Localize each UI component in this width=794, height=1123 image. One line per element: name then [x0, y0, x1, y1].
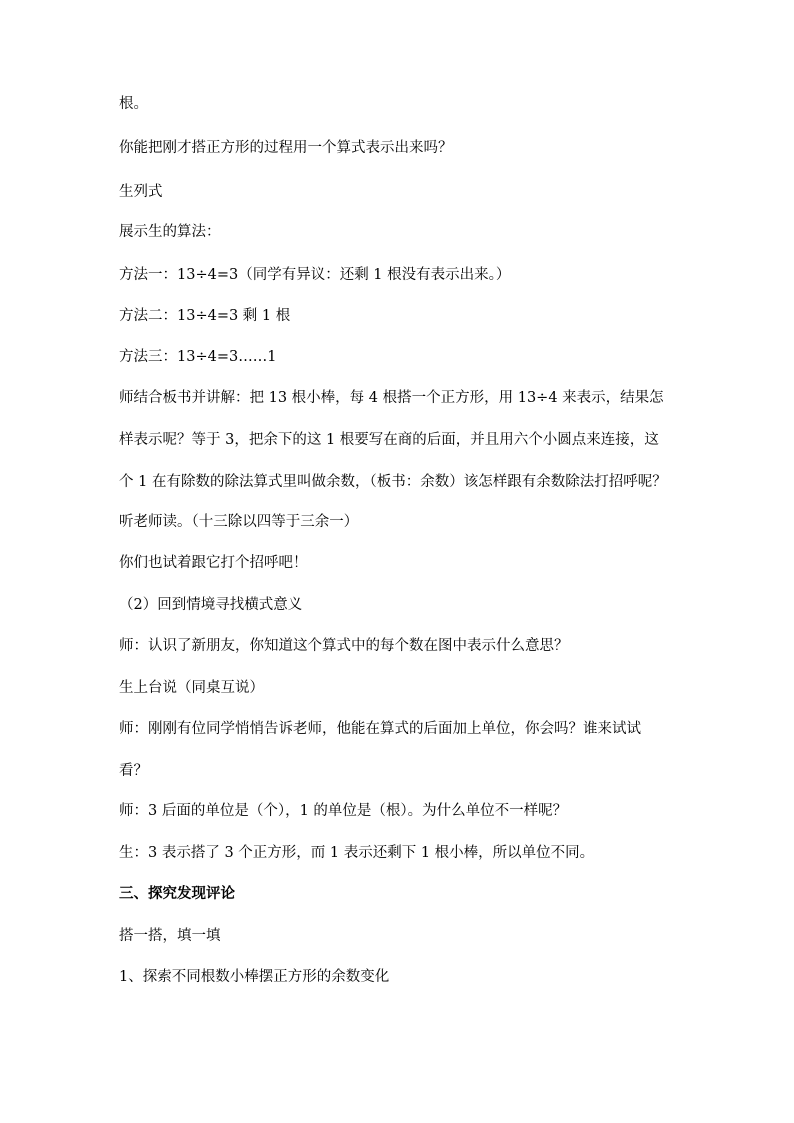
text-line-5: 方法一：13÷4=3（同学有异议：还剩 1 根没有表示出来。）: [119, 267, 511, 283]
text-line-15: 生上台说（同桌互说）: [119, 680, 264, 696]
text-line-18: 师：3 后面的单位是（个），1 的单位是（根）。为什么单位不一样呢？: [119, 803, 568, 819]
text-line-16: 师：刚刚有位同学悄悄告诉老师，他能在算式的后面加上单位，你会吗？谁来试试: [119, 721, 641, 737]
text-line-22: 1、探索不同根数小棒摆正方形的余数变化: [119, 969, 390, 985]
text-line-13: （2）回到情境寻找横式意义: [119, 597, 303, 613]
section-heading: 三、探究发现评论: [119, 886, 235, 902]
text-line-19: 生：3 表示搭了 3 个正方形，而 1 表示还剩下 1 根小棒，所以单位不同。: [119, 845, 595, 861]
text-line-4: 展示生的算法：: [119, 224, 221, 240]
text-line-9: 样表示呢？等于 3，把余下的这 1 根要写在商的后面，并且用六个小圆点来连接，这: [119, 432, 659, 448]
text-line-7: 方法三：13÷4=3……1: [119, 349, 277, 365]
text-line-17: 看？: [119, 763, 148, 779]
text-line-10: 个 1 在有除数的除法算式里叫做余数，（板书：余数）该怎样跟有余数除法打招呼呢？: [119, 474, 667, 490]
text-line-21: 搭一搭，填一填: [119, 928, 221, 944]
text-line-6: 方法二：13÷4=3 剩 1 根: [119, 308, 291, 324]
text-line-11: 听老师读。（十三除以四等于三余一）: [119, 514, 359, 530]
text-line-12: 你们也试着跟它打个招呼吧！: [119, 555, 308, 571]
text-line-2: 你能把刚才搭正方形的过程用一个算式表示出来吗？: [119, 140, 453, 156]
text-line-14: 师：认识了新朋友，你知道这个算式中的每个数在图中表示什么意思？: [119, 638, 569, 654]
text-line-1: 根。: [119, 96, 148, 112]
text-line-8: 师结合板书并讲解：把 13 根小棒，每 4 根搭一个正方形，用 13÷4 来表示，结果怎: [119, 390, 664, 406]
text-line-3: 生列式: [119, 184, 163, 200]
